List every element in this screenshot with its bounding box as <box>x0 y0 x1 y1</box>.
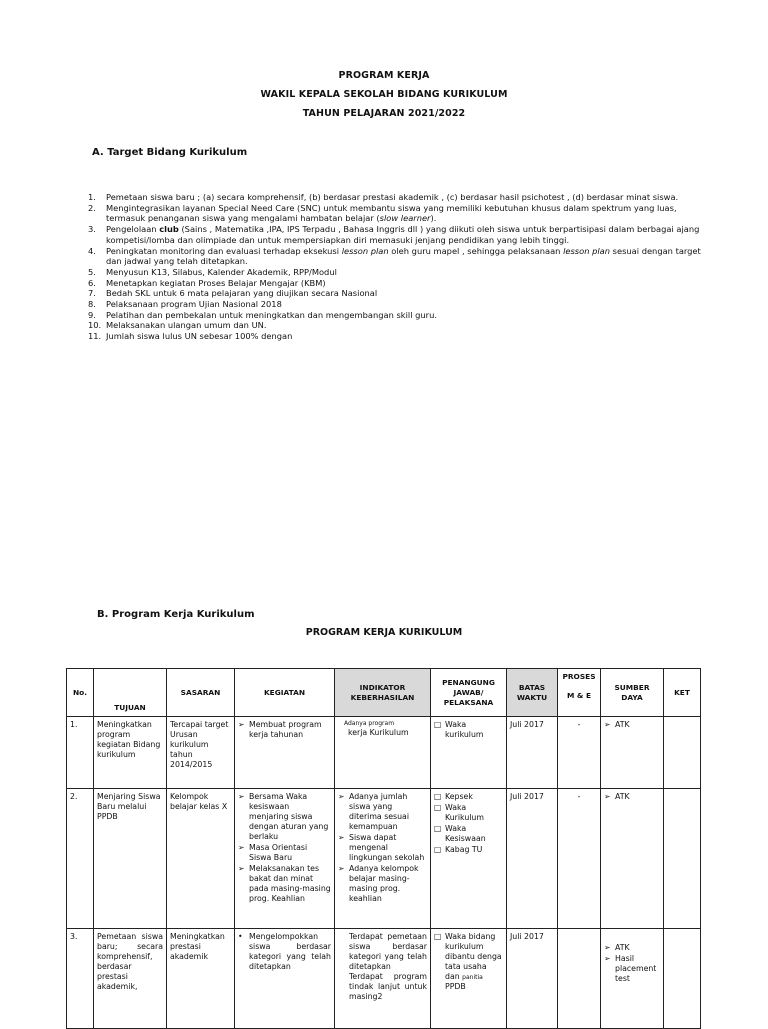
title-line-1: PROGRAM KERJA <box>338 70 430 81</box>
arrow-bullet-icon: ➢ <box>604 792 611 801</box>
square-bullet-icon: □ <box>434 932 442 941</box>
title-line-3: TAHUN PELAJARAN 2021/2022 <box>302 108 466 119</box>
arrow-bullet-icon: ➢ <box>338 864 345 873</box>
cell-sumber: ➢ ATK ➢ Hasil placement test <box>601 929 664 1029</box>
arrow-bullet-icon: ➢ <box>238 843 245 852</box>
cell-kegiatan: ➢ Bersama Waka kesiswaan menjaring siswa dengan aturan yang berlaku ➢ Masa Orientasi Siswa Baru ➢ Melaksanakan tes bakat dan minat pada masing-masing prog. Keahlian <box>235 789 335 929</box>
list-text: Pemetaan siswa baru ; (a) secara komprehensif, (b) berdasar prestasi akademik , (c) berdasar hasil psichotest , (d) berdasar minat siswa. <box>106 192 679 202</box>
list-text: Menetapkan kegiatan Proses Belajar Mengajar (KBM) <box>106 277 326 288</box>
arrow-bullet-icon: ➢ <box>604 943 611 952</box>
header-ket: KET <box>664 669 701 717</box>
list-item <box>88 331 703 342</box>
list-number: 4. <box>88 245 96 256</box>
cell-sumber: ➢ ATK <box>601 717 664 789</box>
cell-tujuan: Meningkatkan program kegiatan Bidang kurikulum <box>94 717 167 789</box>
cell-ket <box>664 789 701 929</box>
square-bullet-icon: □ <box>434 803 442 812</box>
list-number: 5. <box>88 266 96 277</box>
header-proses-sub: M & E <box>567 691 591 700</box>
list-item <box>88 267 703 278</box>
arrow-bullet-icon: ➢ <box>604 954 611 963</box>
cell-batas: Juli 2017 <box>507 789 558 929</box>
list-text: Jumlah siswa lulus UN sebesar 100% dengan <box>106 331 293 342</box>
cell-proses: - <box>558 789 601 929</box>
list-text: Menyusun K13, Silabus, Kalender Akademik, RPP/Modul <box>106 266 337 277</box>
square-bullet-icon: □ <box>434 824 442 833</box>
list-text: Peningkatan monitoring dan evaluasi terhadap eksekusi lesson plan oleh guru mapel , sehingga pelaksanaan lesson plan sesuai dengan target dan jadwal yang telah ditetapkan. <box>106 245 701 267</box>
list-text: Melaksanakan ulangan umum dan UN. <box>106 320 267 331</box>
square-bullet-icon: □ <box>434 792 442 801</box>
header-proses-label: PROSES <box>562 672 596 681</box>
list-text: Pelaksanaan program Ujian Nasional 2018 <box>106 299 282 310</box>
arrow-bullet-icon: ➢ <box>238 864 245 873</box>
cell-sasaran: Kelompok belajar kelas X <box>167 789 235 929</box>
list-number: 1. <box>88 192 96 202</box>
header-kegiatan: KEGIATAN <box>235 669 335 717</box>
header-sasaran: SASARAN <box>167 669 235 717</box>
cell-batas: Juli 2017 <box>507 717 558 789</box>
cell-sasaran: Tercapai target Urusan kurikulum tahun 2014/2015 <box>167 717 235 789</box>
dot-bullet-icon: • <box>238 932 243 941</box>
list-number: 2. <box>88 202 96 213</box>
list-item <box>88 246 703 267</box>
header-no: No. <box>67 669 94 717</box>
list-number: 8. <box>88 299 96 310</box>
list-number: 10. <box>88 320 102 331</box>
arrow-bullet-icon: ➢ <box>238 792 245 801</box>
table-title: PROGRAM KERJA KURIKULUM <box>305 627 463 638</box>
title-line-2: WAKIL KEPALA SEKOLAH BIDANG KURIKULUM <box>260 89 508 100</box>
table-row <box>67 929 701 1029</box>
square-bullet-icon: □ <box>434 845 442 854</box>
list-text: Pengelolaan club (Sains , Matematika ,IPA, IPS Terpadu , Bahasa Inggris dll ) yang diikuti oleh siswa untuk berpartisipasi dalam berbagai ajang kompetisi/lomba dan olimpiade dan untuk mempersiapkan diri memasuki jenjang pendidikan yang lebih tinggi. <box>106 224 700 245</box>
arrow-bullet-icon: ➢ <box>338 833 345 842</box>
list-number: 11. <box>88 331 102 342</box>
cell-batas: Juli 2017 <box>507 929 558 1029</box>
cell-kegiatan: • Mengelompokkan siswa berdasar kategori yang telah ditetapkan <box>235 929 335 1029</box>
header-indikator: INDIKATOR KEBERHASILAN <box>335 669 431 717</box>
cell-ket <box>664 717 701 789</box>
header-sumber: SUMBER DAYA <box>601 669 664 717</box>
cell-proses <box>558 929 601 1029</box>
arrow-bullet-icon: ➢ <box>338 792 345 801</box>
cell-tujuan: Pemetaan siswa baru; secara komprehensif, berdasar prestasi akademik, <box>94 929 167 1029</box>
list-item <box>88 203 703 224</box>
section-b-heading: B. Program Kerja Kurikulum <box>97 609 255 620</box>
list-item <box>88 299 703 310</box>
list-item <box>88 310 703 321</box>
header-tujuan: TUJUAN <box>94 669 167 717</box>
arrow-bullet-icon: ➢ <box>238 720 245 729</box>
cell-sasaran: Meningkatkan prestasi akademik <box>167 929 235 1029</box>
list-number: 7. <box>88 288 96 299</box>
list-text: Bedah SKL untuk 6 mata pelajaran yang diujikan secara Nasional <box>106 288 378 299</box>
section-a-heading: A. Target Bidang Kurikulum <box>92 147 248 158</box>
list-item <box>88 288 703 299</box>
list-number: 6. <box>88 277 96 288</box>
cell-indikator: ➢ Adanya jumlah siswa yang diterima sesuai kemampuan ➢ Siswa dapat mengenal lingkungan sekolah ➢ Adanya kelompok belajar masing-masing prog. keahlian <box>335 789 431 929</box>
document-title <box>0 66 768 123</box>
cell-indikator: Adanya program kerja Kurikulum <box>335 717 431 789</box>
list-item <box>88 224 703 245</box>
cell-kegiatan: ➢ Membuat program kerja tahunan <box>235 717 335 789</box>
program-table <box>66 668 701 1029</box>
cell-penanggung: □ Waka bidang kurikulum dibantu denga tata usaha dan panitia PPDB <box>431 929 507 1029</box>
list-item <box>88 192 703 203</box>
list-text: Pelatihan dan pembekalan untuk meningkatkan dan mengembangan skill guru. <box>106 309 437 320</box>
header-penanggung: PENANGUNG JAWAB/ PELAKSANA <box>431 669 507 717</box>
header-batas: BATAS WAKTU <box>507 669 558 717</box>
list-number: 9. <box>88 309 96 320</box>
list-text: Mengintegrasikan layanan Special Need Care (SNC) untuk membantu siswa yang memiliki kebutuhan khusus dalam spektrum yang luas, termasuk penanganan siswa yang mengalami hambatan belajar (slow learner). <box>106 202 677 224</box>
cell-no: 2. <box>67 789 94 929</box>
target-list <box>88 192 703 342</box>
table-header-row <box>67 669 701 717</box>
square-bullet-icon: □ <box>434 720 442 729</box>
cell-tujuan: Menjaring Siswa Baru melalui PPDB <box>94 789 167 929</box>
cell-penanggung: □ Waka kurikulum <box>431 717 507 789</box>
table-row <box>67 717 701 789</box>
cell-ket <box>664 929 701 1029</box>
cell-sumber: ➢ ATK <box>601 789 664 929</box>
cell-no: 1. <box>67 717 94 789</box>
cell-indikator: Terdapat pemetaan siswa berdasar kategori yang telah ditetapkan Terdapat program tindak lanjut untuk masing2 <box>335 929 431 1029</box>
arrow-bullet-icon: ➢ <box>604 720 611 729</box>
header-proses <box>558 669 601 717</box>
list-item <box>88 278 703 289</box>
list-item <box>88 320 703 331</box>
list-number: 3. <box>88 224 96 235</box>
cell-proses: - <box>558 717 601 789</box>
table-row <box>67 789 701 929</box>
cell-no: 3. <box>67 929 94 1029</box>
cell-penanggung: □ Kepsek □ Waka Kurikulum □ Waka Kesiswaan □ Kabag TU <box>431 789 507 929</box>
